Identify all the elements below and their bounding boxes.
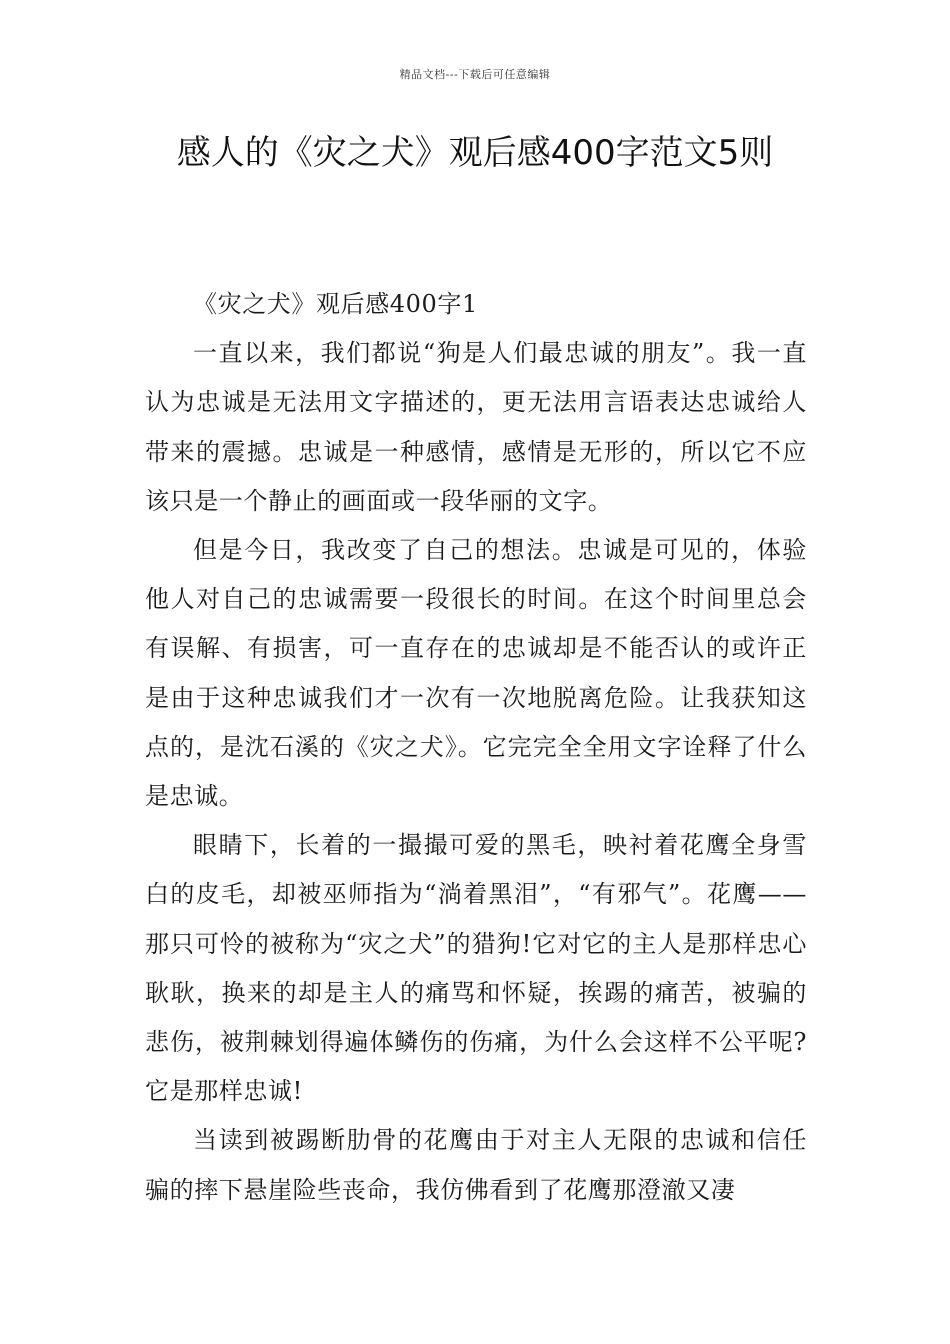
document-body <box>145 280 807 1215</box>
section-heading: 《灾之犬》观后感400字1 <box>193 290 478 318</box>
header-note: 精品文档---下载后可任意编辑 <box>399 68 551 81</box>
paragraph: 当读到被踢断肋骨的花鹰由于对主人无限的忠诚和信任骗的摔下悬崖险些丧命，我仿佛看到了花鹰那澄澈又凄 <box>145 1126 807 1204</box>
document-title: 感人的《灾之犬》观后感400字范文5则 <box>176 133 774 173</box>
paragraph: 但是今日，我改变了自己的想法。忠诚是可见的，体验他人对自己的忠诚需要一段很长的时间。在这个时间里总会有误解、有损害，可一直存在的忠诚却是不能否认的或许正是由于这种忠诚我们才一次有一次地脱离危险。让我获知这点的，是沈石溪的《灾之犬》。它完完全全用文字诠释了什么是忠诚。 <box>145 536 807 811</box>
paragraph: 眼睛下，长着的一撮撮可爱的黑毛，映衬着花鹰全身雪白的皮毛，却被巫师指为“淌着黑泪”，“有邪气”。花鹰——那只可怜的被称为“灾之犬”的猎狗!它对它的主人是那样忠心耿耿，换来的却是主人的痛骂和怀疑，挨踢的痛苦，被骗的悲伤，被荆棘划得遍体鳞伤的伤痛，为什么会这样不公平呢?它是那样忠诚! <box>145 831 807 1106</box>
paragraph: 一直以来，我们都说“狗是人们最忠诚的朋友”。我一直认为忠诚是无法用文字描述的，更无法用言语表达忠诚给人带来的震撼。忠诚是一种感情，感情是无形的，所以它不应该只是一个静止的画面或一段华丽的文字。 <box>145 339 807 515</box>
